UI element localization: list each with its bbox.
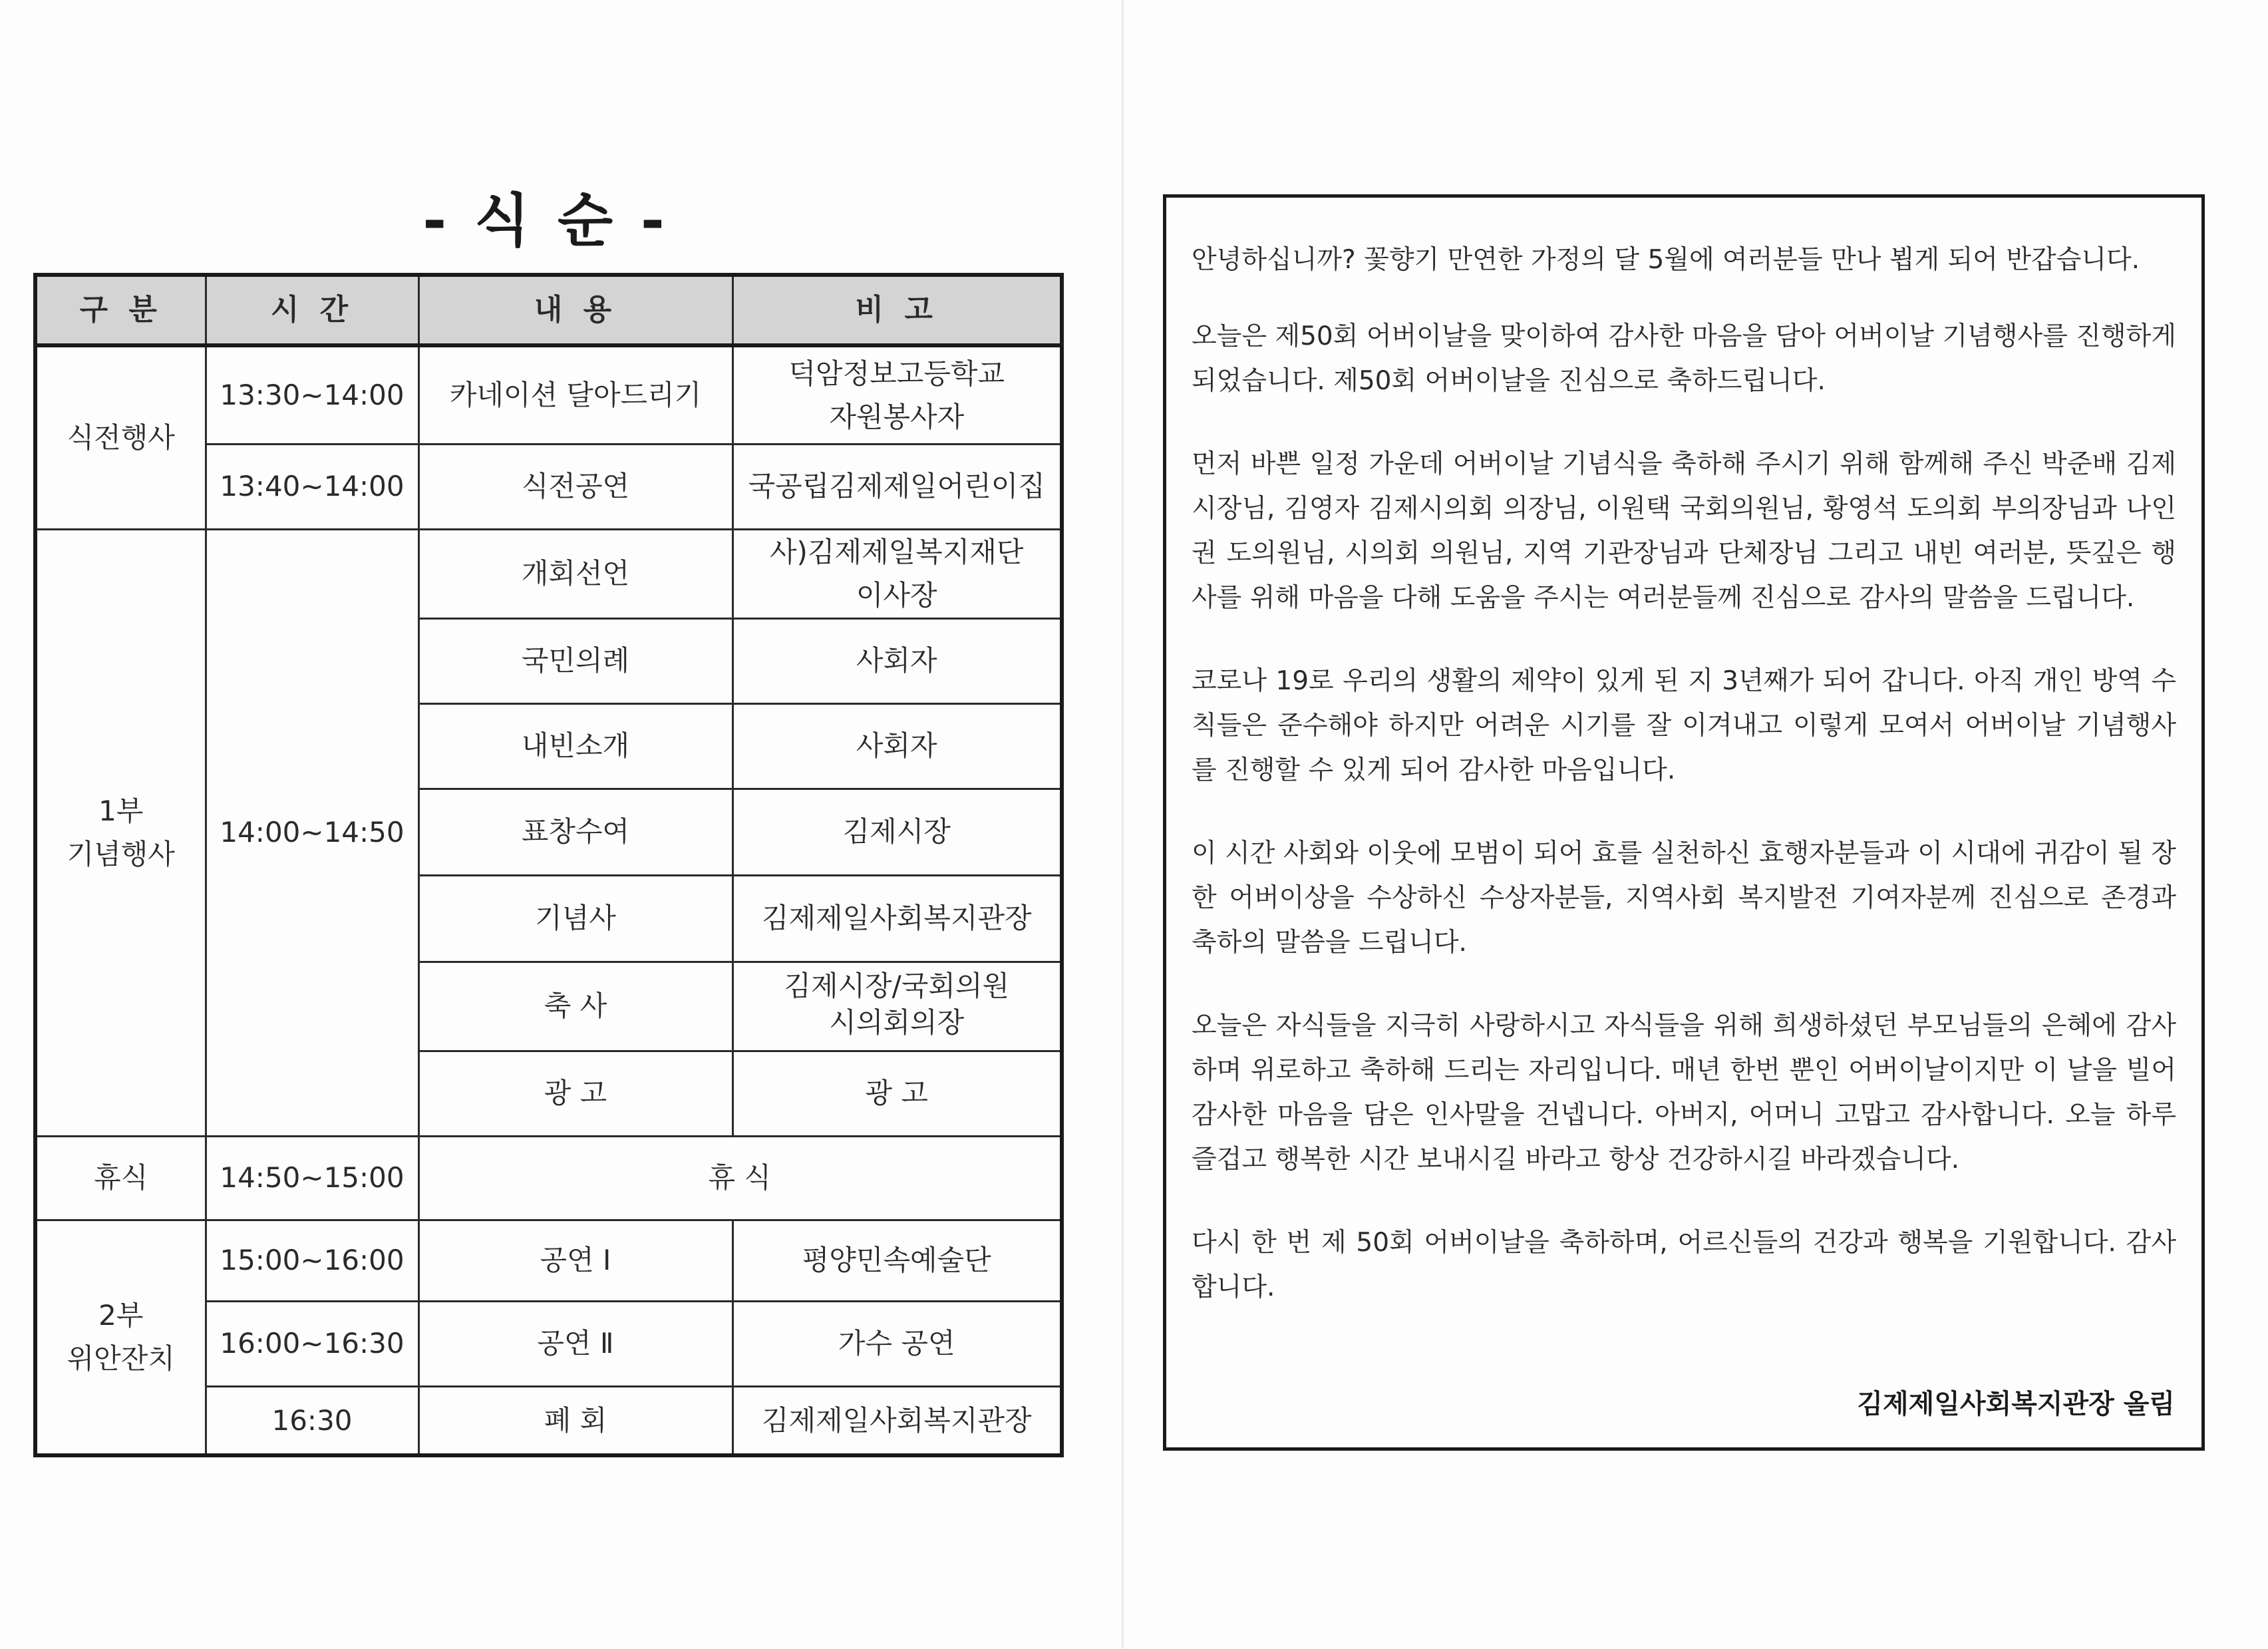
time-cell: 14:00~14:50 xyxy=(206,529,418,1136)
note-cell: 김제시장 xyxy=(732,789,1062,875)
letter-signature: 김제제일사회복지관장 올림 xyxy=(1857,1389,2175,1419)
category-cell: 1부 기념행사 xyxy=(35,529,206,1136)
time-cell: 13:30~14:00 xyxy=(206,345,418,444)
greeting-letter xyxy=(1163,194,2205,1451)
content-cell: 카네이션 달아드리기 xyxy=(418,345,732,444)
column-header-category: 구 분 xyxy=(35,275,206,345)
note-cell: 국공립김제제일어린이집 xyxy=(732,444,1062,529)
table-row xyxy=(35,345,1062,444)
column-header-content: 내 용 xyxy=(418,275,732,345)
table-row xyxy=(35,1220,1062,1301)
table-header-row xyxy=(35,275,1062,345)
content-cell: 국민의례 xyxy=(418,618,732,703)
content-cell: 광 고 xyxy=(418,1051,732,1136)
category-cell: 2부 위안잔치 xyxy=(35,1220,206,1455)
letter-paragraph: 오늘은 자식들을 지극히 사랑하시고 자식들을 위해 희생하셨던 부모님들의 은혜에 감사하며 위로하고 축하해 드리는 자리입니다. 매년 한번 뿐인 어버이날이지만 이 날을 빌어 감사한 마음을 담은 인사말을 건넵니다. 아버지, 어머니 고맙고 감사합니다. 오늘 하루 즐겁고 행복한 시간 보내시길 바라고 항상 건강하시길 바라겠습니다. xyxy=(1192,1011,2176,1175)
note-cell: 사회자 xyxy=(732,703,1062,789)
content-cell: 휴 식 xyxy=(418,1136,1062,1220)
time-cell: 16:00~16:30 xyxy=(206,1301,418,1386)
table-row xyxy=(35,1136,1062,1220)
note-cell: 김제제일사회복지관장 xyxy=(732,1386,1062,1455)
note-cell: 김제제일사회복지관장 xyxy=(732,875,1062,962)
column-header-note: 비 고 xyxy=(732,275,1062,345)
content-cell: 공연 Ⅱ xyxy=(418,1301,732,1386)
time-cell: 14:50~15:00 xyxy=(206,1136,418,1220)
program-title: - 식 순 - xyxy=(422,188,669,254)
content-cell: 내빈소개 xyxy=(418,703,732,789)
category-cell: 휴식 xyxy=(35,1136,206,1220)
note-cell: 김제시장/국회의원 시의회의장 xyxy=(732,962,1062,1051)
page-fold xyxy=(1122,0,1124,1649)
content-cell: 개회선언 xyxy=(418,529,732,618)
content-cell: 식전공연 xyxy=(418,444,732,529)
letter-paragraph: 오늘은 제50회 어버이날을 맞이하여 감사한 마음을 담아 어버이날 기념행사를 진행하게 되었습니다. 제50회 어버이날을 진심으로 축하드립니다. xyxy=(1192,321,2176,396)
content-cell: 공연 Ⅰ xyxy=(418,1220,732,1301)
column-header-time: 시 간 xyxy=(206,275,418,345)
content-cell: 기념사 xyxy=(418,875,732,962)
letter-paragraph: 이 시간 사회와 이웃에 모범이 되어 효를 실천하신 효행자분들과 이 시대에 귀감이 될 장한 어버이상을 수상하신 수상자분들, 지역사회 복지발전 기여자분께 진심으로 존경과 축하의 말씀을 드립니다. xyxy=(1192,838,2176,958)
letter-paragraph: 다시 한 번 제 50회 어버이날을 축하하며, 어르신들의 건강과 행복을 기원합니다. 감사합니다. xyxy=(1192,1228,2176,1302)
letter-paragraph: 먼저 바쁜 일정 가운데 어버이날 기념식을 축하해 주시기 위해 함께해 주신 박준배 김제시장님, 김영자 김제시의회 의장님, 이원택 국회의원님, 황영석 도의회 부의장님과 나인권 도의원님, 시의회 의원님, 지역 기관장님과 단체장님 그리고 내빈 여러분, 뜻깊은 행사를 위해 마음을 다해 도움을 주시는 여러분들께 진심으로 감사의 말씀을 드립니다. xyxy=(1192,449,2176,613)
letter-paragraph: 안녕하십니까? 꽃향기 만연한 가정의 달 5월에 여러분들 만나 뵙게 되어 반갑습니다. xyxy=(1192,245,2140,275)
content-cell: 표창수여 xyxy=(418,789,732,875)
program-table xyxy=(33,273,1064,1457)
note-cell: 가수 공연 xyxy=(732,1301,1062,1386)
letter-paragraph: 코로나 19로 우리의 생활의 제약이 있게 된 지 3년째가 되어 갑니다. 아직 개인 방역 수칙들은 준수해야 하지만 어려운 시기를 잘 이겨내고 이렇게 모여서 어버이날 기념행사를 진행할 수 있게 되어 감사한 마음입니다. xyxy=(1192,666,2176,785)
content-cell: 폐 회 xyxy=(418,1386,732,1455)
time-cell: 16:30 xyxy=(206,1386,418,1455)
time-cell: 13:40~14:00 xyxy=(206,444,418,529)
table-row xyxy=(35,529,1062,618)
note-cell: 사회자 xyxy=(732,618,1062,703)
note-cell: 평양민속예술단 xyxy=(732,1220,1062,1301)
time-cell: 15:00~16:00 xyxy=(206,1220,418,1301)
note-cell: 광 고 xyxy=(732,1051,1062,1136)
category-cell: 식전행사 xyxy=(35,345,206,529)
content-cell: 축 사 xyxy=(418,962,732,1051)
note-cell: 사)김제제일복지재단 이사장 xyxy=(732,529,1062,618)
note-cell: 덕암정보고등학교 자원봉사자 xyxy=(732,345,1062,444)
